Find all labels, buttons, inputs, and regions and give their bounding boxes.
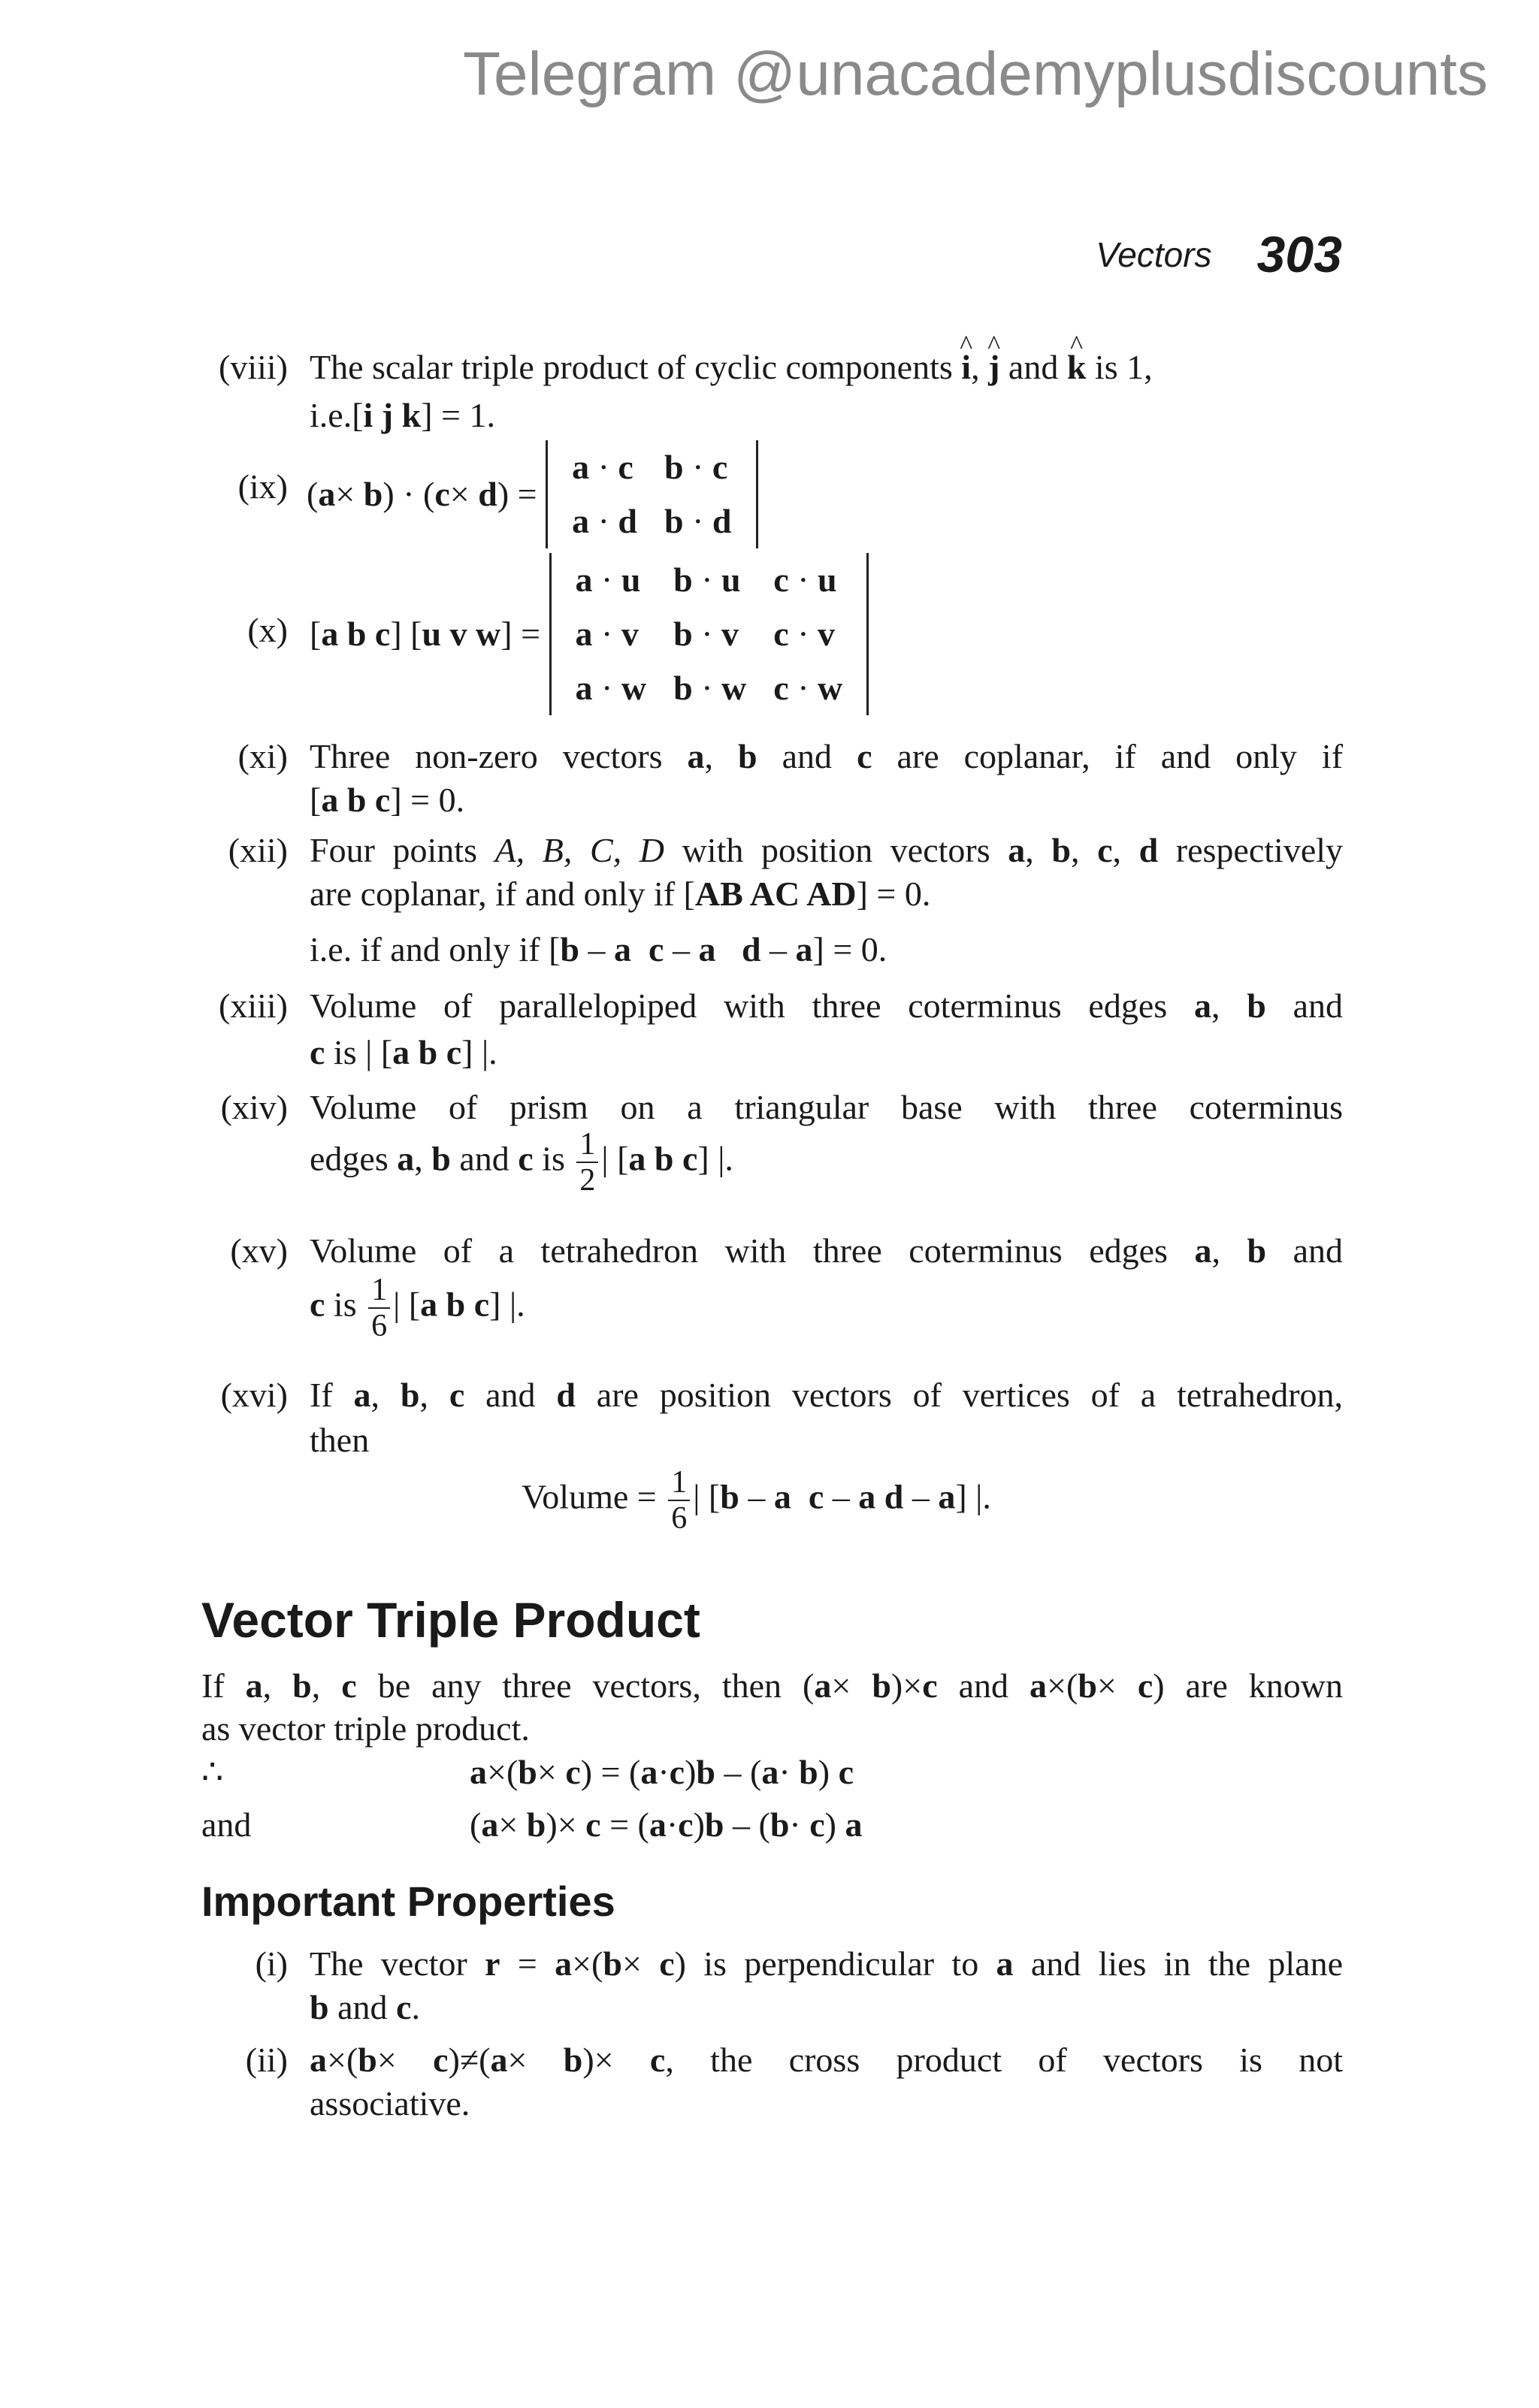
item-xvi-volume-formula: Volume = $\frac{1}{6}$ | [b – a c – a d – a] |. — [522, 1465, 991, 1536]
item-x-formula: [a b c] [u v w] = a · u b · u c · u a · v b · v c · v a · w b · w c · w — [310, 553, 869, 715]
item-number: (xvi) — [220, 1376, 288, 1414]
item-xvi-line1: If a, b, c and d are position vectors of vertices of a tetrahedron, — [310, 1376, 1344, 1414]
triple-product-intro-line2: as vector triple product. — [201, 1709, 530, 1748]
item-xi-line1: Three non-zero vectors a, b and c are coplanar, if and only if — [310, 737, 1344, 775]
section-name: Vectors — [1096, 235, 1212, 274]
property-number: (ii) — [245, 2041, 288, 2079]
subsection-title: Important Properties — [201, 1878, 615, 1925]
section-title: Vector Triple Product — [201, 1592, 700, 1648]
item-number: (xiv) — [220, 1088, 288, 1126]
item-number: (x) — [247, 611, 288, 649]
triple-product-formula-2: (a× b)× c = (a·c)b – (b· c) a — [470, 1805, 863, 1844]
item-number: (viii) — [219, 348, 288, 386]
item-viii-line2: i.e.[i j k] = 1. — [310, 396, 495, 434]
item-xii-line1: Four points A, B, C, D with position vectors a, b, c, d respectively — [310, 831, 1344, 869]
item-xv-line2: c is $\frac{1}{6}$ | [a b c] |. — [310, 1273, 525, 1343]
item-xv-line1: Volume of a tetrahedron with three coterminus edges a, b and — [310, 1231, 1344, 1270]
item-xiii-line1: Volume of parallelopiped with three coterminus edges a, b and — [310, 986, 1344, 1025]
fraction-one-sixth: $\frac{1}{6}$ — [668, 1465, 690, 1536]
fraction-one-sixth: $\frac{1}{6}$ — [368, 1273, 390, 1343]
item-number: (xv) — [230, 1231, 288, 1270]
item-number: (ix) — [237, 467, 288, 506]
running-header — [1096, 225, 1342, 284]
watermark: Telegram @unacademyplusdiscounts — [462, 40, 1488, 108]
item-number: (xi) — [237, 737, 288, 775]
item-number: (xii) — [228, 831, 288, 869]
item-xvi-line2: then — [310, 1421, 370, 1459]
property-number: (i) — [255, 1944, 288, 1983]
determinant-3x3: a · u b · u c · u a · v b · v c · v a · w b · w c · w — [549, 553, 869, 715]
item-xii-line2: are coplanar, if and only if [AB AC AD] = 0. — [310, 875, 931, 913]
page-number: 303 — [1256, 226, 1342, 283]
item-viii-line1: The scalar triple product of cyclic components ^ i, ^ j and ^ k is 1, — [310, 346, 1343, 389]
therefore-symbol: ∴ — [201, 1753, 224, 1791]
and-label: and — [201, 1805, 252, 1844]
triple-product-intro-line1: If a, b, c be any three vectors, then (a× b)×c and a×(b× c) are known — [201, 1666, 1343, 1705]
determinant-2x2: a · c b · c a · d b · d — [546, 440, 757, 548]
fraction-one-half: $\frac{1}{2}$ — [576, 1127, 598, 1198]
item-xiv-line2: edges a, b and c is $\frac{1}{2}$ | [a b c] |. — [310, 1127, 733, 1198]
item-ix-formula: (a× b) · (c× d) = a · c b · c a · d b · d — [307, 440, 758, 548]
property-ii-line1: a×(b× c)≠(a× b)× c, the cross product of vectors is not — [310, 2041, 1343, 2079]
property-i-line2: b and c. — [310, 1988, 420, 2026]
item-xiii-line2: c is | [a b c] |. — [310, 1033, 497, 1071]
triple-product-formula-1: a×(b× c) = (a·c)b – (a· b) c — [470, 1753, 854, 1791]
item-xiv-line1: Volume of prism on a triangular base with three coterminus — [310, 1088, 1343, 1126]
property-i-line1: The vector r = a×(b× c) is perpendicular to a and lies in the plane — [310, 1944, 1343, 1983]
item-xii-line3: i.e. if and only if [b – a c – a d – a] = 0. — [310, 930, 887, 968]
property-ii-line2: associative. — [310, 2084, 470, 2122]
item-number: (xiii) — [219, 986, 288, 1025]
item-xi-line2: [a b c] = 0. — [310, 781, 465, 819]
